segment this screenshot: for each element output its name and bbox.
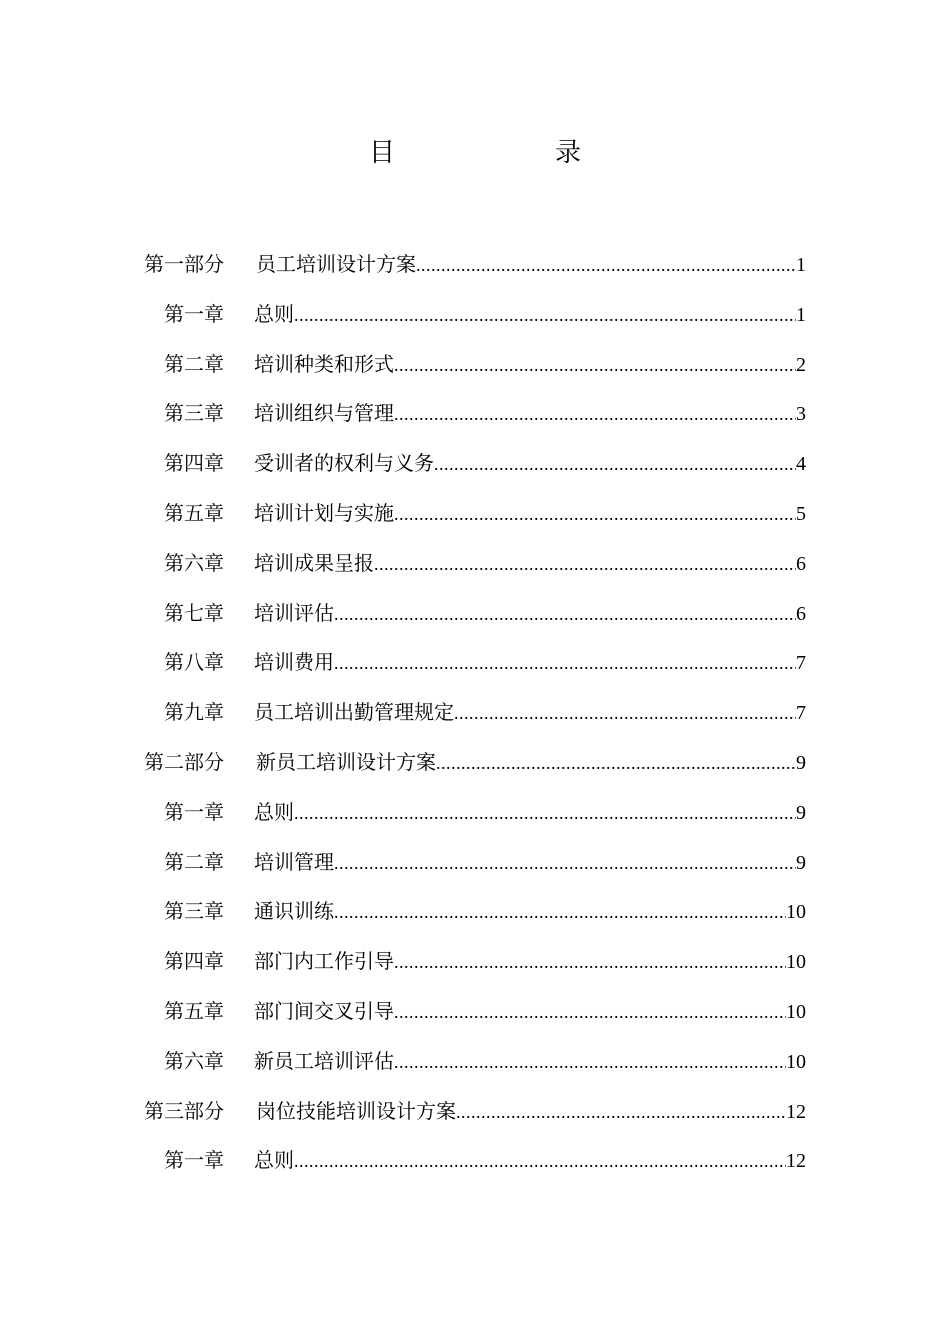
toc-entry-number: 第八章 — [164, 650, 224, 675]
toc-dot-leader — [394, 994, 786, 1030]
toc-entry-title: 培训成果呈报 — [254, 550, 374, 575]
toc-entry-title: 培训计划与实施 — [254, 501, 394, 525]
toc-chapter-entry[interactable] — [164, 445, 806, 481]
toc-dot-leader — [374, 546, 796, 582]
toc-page-number: 2 — [796, 353, 806, 376]
toc-entry-number: 第四章 — [164, 451, 224, 476]
toc-chapter-entry[interactable] — [164, 694, 806, 730]
toc-entry-title: 通识训练 — [254, 899, 334, 924]
toc-entry-title: 员工培训设计方案 — [256, 252, 416, 276]
toc-dot-leader — [294, 795, 796, 831]
toc-dot-leader — [334, 845, 796, 881]
toc-page-number: 4 — [796, 453, 806, 476]
toc-dot-leader — [436, 745, 796, 781]
toc-chapter-entry[interactable] — [164, 993, 806, 1029]
toc-dot-leader — [394, 347, 796, 383]
toc-page-number: 9 — [796, 851, 806, 874]
toc-page-number: 7 — [796, 652, 806, 675]
toc-entry-title: 培训种类和形式 — [254, 351, 394, 376]
toc-dot-leader — [294, 1143, 786, 1179]
toc-entry-number: 第七章 — [164, 600, 224, 625]
toc-page-number: 3 — [796, 403, 806, 426]
toc-chapter-entry[interactable] — [164, 893, 806, 929]
toc-entry-title: 总则 — [254, 1148, 294, 1173]
toc-entry-title: 新员工培训评估 — [254, 1048, 394, 1073]
toc-page-number: 1 — [796, 303, 806, 326]
toc-chapter-entry[interactable] — [164, 395, 806, 431]
toc-dot-leader — [334, 645, 796, 681]
toc-chapter-entry[interactable] — [164, 794, 806, 830]
toc-dot-leader — [334, 596, 796, 632]
toc-entry-number: 第二章 — [164, 351, 224, 376]
toc-page-number: 5 — [796, 503, 806, 525]
toc-entry-title: 培训费用 — [254, 650, 334, 675]
toc-dot-leader — [394, 496, 796, 532]
toc-page-number: 12 — [786, 1150, 806, 1173]
toc-page-number: 6 — [796, 602, 806, 625]
toc-title: 目 录 — [368, 138, 617, 168]
toc-chapter-entry[interactable] — [164, 296, 806, 332]
toc-page-number: 10 — [786, 1001, 806, 1023]
toc-page-number: 9 — [796, 752, 806, 774]
toc-entry-number: 第一章 — [164, 1148, 224, 1173]
toc-dot-leader — [294, 297, 796, 333]
toc-dot-leader — [394, 396, 796, 432]
toc-entry-number: 第三章 — [164, 401, 224, 426]
toc-entry-title: 总则 — [254, 301, 294, 326]
toc-chapter-entry[interactable] — [164, 644, 806, 680]
toc-entry-title: 总则 — [254, 799, 294, 824]
toc-entry-title: 新员工培训设计方案 — [256, 750, 436, 774]
toc-dot-leader — [454, 695, 796, 731]
toc-entry-number: 第九章 — [164, 700, 224, 725]
toc-chapter-entry[interactable] — [164, 1043, 806, 1079]
toc-part-entry[interactable] — [144, 246, 806, 282]
toc-page-number: 10 — [786, 1050, 806, 1073]
toc-page-number: 10 — [786, 951, 806, 974]
toc-dot-leader — [416, 247, 796, 283]
toc-page-number: 10 — [786, 901, 806, 924]
toc-entry-number: 第五章 — [164, 501, 224, 525]
toc-part-entry[interactable] — [144, 1093, 806, 1129]
toc-page-number: 6 — [796, 552, 806, 575]
toc-entry-number: 第三章 — [164, 899, 224, 924]
toc-entry-number: 第六章 — [164, 550, 224, 575]
toc-entry-number: 第六章 — [164, 1048, 224, 1073]
toc-entry-number: 第二部分 — [144, 750, 224, 774]
toc-chapter-entry[interactable] — [164, 595, 806, 631]
toc-dot-leader — [334, 894, 786, 930]
toc-page-number: 1 — [796, 254, 806, 276]
toc-entry-title: 部门内工作引导 — [254, 949, 394, 974]
toc-entry-number: 第三部分 — [144, 1098, 224, 1123]
toc-part-entry[interactable] — [144, 744, 806, 780]
toc-chapter-entry[interactable] — [164, 545, 806, 581]
toc-dot-leader — [394, 944, 786, 980]
toc-dot-leader — [394, 1044, 786, 1080]
toc-page-number: 7 — [796, 702, 806, 725]
toc-entry-number: 第二章 — [164, 849, 224, 874]
toc-chapter-entry[interactable] — [164, 495, 806, 531]
toc-chapter-entry[interactable] — [164, 844, 806, 880]
toc-entry-title: 培训组织与管理 — [254, 401, 394, 426]
toc-entry-number: 第四章 — [164, 949, 224, 974]
toc-entry-title: 培训评估 — [254, 600, 334, 625]
toc-dot-leader — [434, 446, 796, 482]
toc-page-number: 12 — [786, 1100, 806, 1123]
toc-entry-title: 部门间交叉引导 — [254, 999, 394, 1023]
toc-entry-title: 岗位技能培训设计方案 — [256, 1098, 456, 1123]
toc-chapter-entry[interactable] — [164, 943, 806, 979]
toc-entry-number: 第一章 — [164, 799, 224, 824]
toc-dot-leader — [456, 1094, 786, 1130]
toc-entry-number: 第五章 — [164, 999, 224, 1023]
toc-entry-title: 培训管理 — [254, 849, 334, 874]
toc-page-number: 9 — [796, 801, 806, 824]
toc-chapter-entry[interactable] — [164, 1142, 806, 1178]
toc-chapter-entry[interactable] — [164, 346, 806, 382]
toc-entry-title: 员工培训出勤管理规定 — [254, 700, 454, 725]
toc-entry-number: 第一部分 — [144, 252, 224, 276]
toc-entry-title: 受训者的权利与义务 — [254, 451, 434, 476]
toc-entry-number: 第一章 — [164, 301, 224, 326]
